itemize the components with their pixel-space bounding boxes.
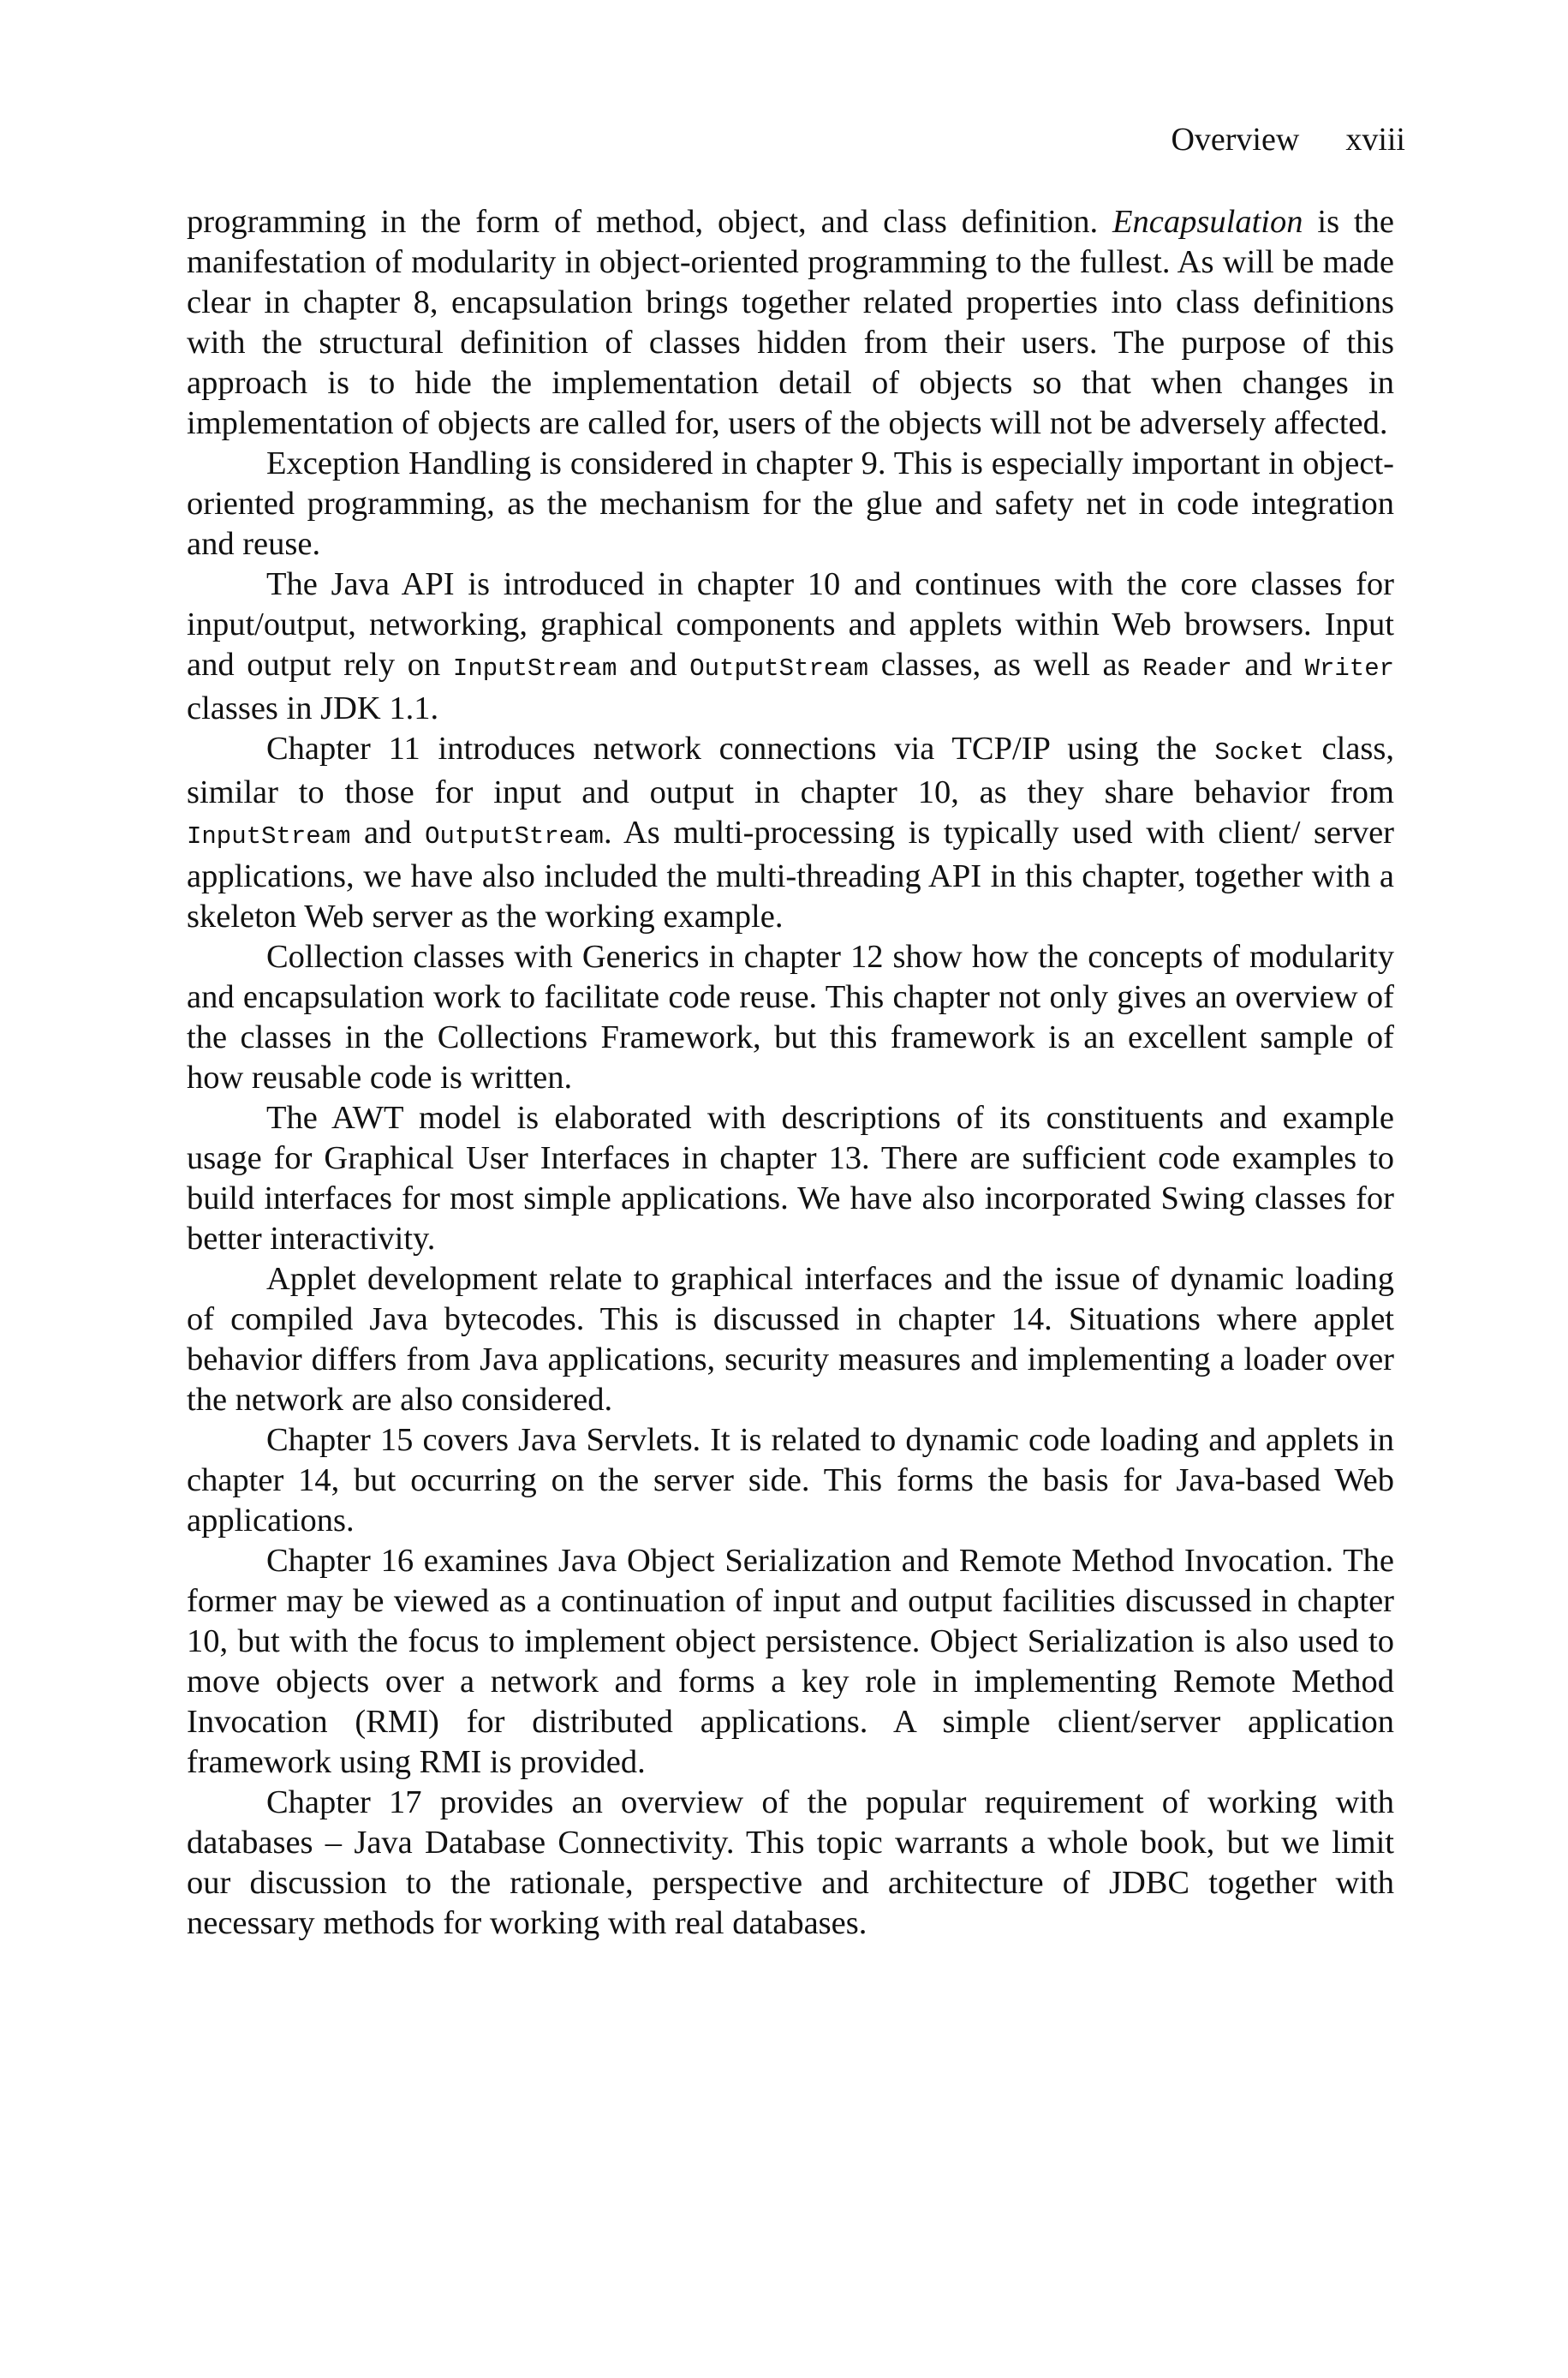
- text-run: Chapter 11 introduces network connections via TCP/IP using the: [266, 731, 1215, 767]
- text-run: and: [1231, 647, 1305, 683]
- page-number: xviii: [1345, 122, 1405, 158]
- paragraph-p8: [187, 1420, 1394, 1541]
- text-run: . As multi-processing is typically used with client/ server applications, we have also included the multi-threading API in this chapter, together with a skeleton Web server as the working example.: [187, 815, 1394, 935]
- text-run: The AWT model is elaborated with descriptions of its constituents and example usage for Graphical User Interfaces in chapter 13. There are sufficient code examples to build interfaces for most simple applications. We have also incorporated Swing classes for better interactivity.: [187, 1100, 1394, 1257]
- text-run: class, similar to those for input and output in chapter 10, as they share behavior from: [187, 731, 1394, 810]
- code-identifier: Writer: [1304, 654, 1395, 683]
- text-run: programming in the form of method, object, and class definition.: [187, 204, 1113, 240]
- text-run: Exception Handling is considered in chapter 9. This is especially important in object-oriented programming, as the mechanism for the glue and safety net in code integration and reuse.: [187, 445, 1394, 562]
- paragraph-p2: [187, 444, 1394, 565]
- running-head-section: Overview: [1171, 122, 1300, 158]
- text-run: Chapter 15 covers Java Servlets. It is related to dynamic code loading and applets in chapter 14, but occurring on the server side. This forms the basis for Java-based Web applications.: [187, 1422, 1394, 1539]
- text-run: Chapter 17 provides an overview of the popular requirement of working with databases – Java Database Connectivity. This topic warrants a whole book, but we limit our discussion to the rationale, perspective and architecture of JDBC together with necessary methods for working with real databases.: [187, 1784, 1394, 1941]
- paragraph-p5: [187, 937, 1394, 1098]
- text-run: classes in JDK 1.1.: [187, 690, 439, 726]
- paragraph-p3: [187, 565, 1394, 729]
- text-run: Applet development relate to graphical interfaces and the issue of dynamic loading of compiled Java bytecodes. This is discussed in chapter 14. Situations where applet behavior differs from Java applications, security measures and implementing a loader over the network are also considered.: [187, 1261, 1394, 1418]
- paragraph-p7: [187, 1259, 1394, 1420]
- text-run: classes, as well as: [868, 647, 1143, 683]
- text-run: and: [617, 647, 690, 683]
- code-identifier: OutputStream: [689, 654, 869, 683]
- text-run: The Java API is introduced in chapter 10 and continues with the core classes for input/output, networking, graphical components and applets within Web browsers. Input and output rely on: [187, 566, 1394, 683]
- code-identifier: InputStream: [452, 654, 617, 683]
- paragraph-p9: [187, 1541, 1394, 1783]
- paragraph-p6: [187, 1098, 1394, 1259]
- text-run: and: [350, 815, 426, 851]
- running-head: [1171, 120, 1405, 159]
- paragraph-p1: [187, 202, 1394, 444]
- code-identifier: InputStream: [187, 822, 351, 851]
- code-identifier: Reader: [1142, 654, 1232, 683]
- code-identifier: OutputStream: [425, 822, 604, 851]
- emphasis-term: Encapsulation: [1112, 204, 1303, 240]
- text-run: Chapter 16 examines Java Object Serialization and Remote Method Invocation. The former may be viewed as a continuation of input and output facilities discussed in chapter 10, but with the focus to implement object persistence. Object Serialization is also used to move objects over a network and forms a key role in implementing Remote Method Invocation (RMI) for distributed applications. A simple client/server application framework using RMI is provided.: [187, 1543, 1394, 1780]
- text-run: Collection classes with Generics in chapter 12 show how the concepts of modularity and encapsulation work to facilitate code reuse. This chapter not only gives an overview of the classes in the Collections Framework, but this framework is an excellent sample of how reusable code is written.: [187, 939, 1394, 1096]
- paragraph-p4: [187, 729, 1394, 937]
- paragraph-p10: [187, 1783, 1394, 1944]
- text-run: is the manifestation of modularity in object-oriented programming to the fullest. As will be made clear in chapter 8, encapsulation brings together related properties into class definitions with the structural definition of classes hidden from their users. The purpose of this approach is to hide the implementation detail of objects so that when changes in implementation of objects are called for, users of the objects will not be adversely affected.: [187, 204, 1394, 441]
- code-identifier: Socket: [1214, 738, 1304, 767]
- body-text: [187, 202, 1394, 1944]
